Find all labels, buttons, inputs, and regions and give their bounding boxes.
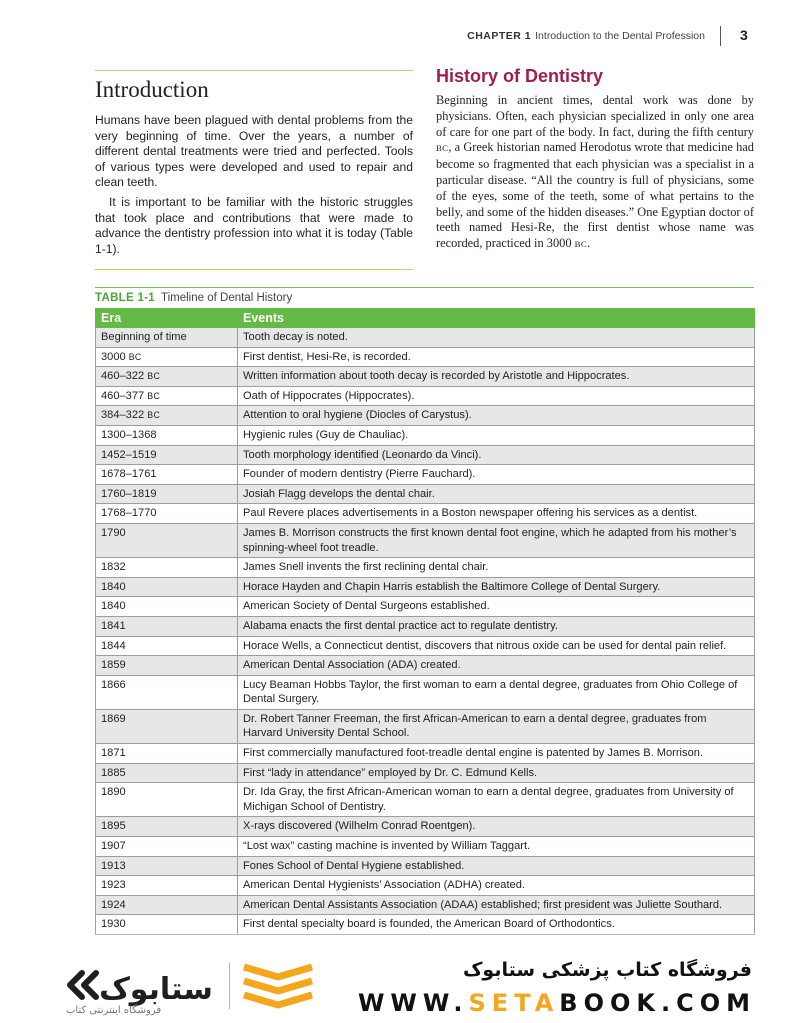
era-cell: 460–322 BC (96, 367, 238, 387)
intro-bottom-rule (95, 269, 413, 270)
table-label: TABLE 1-1 (95, 292, 155, 304)
event-cell: Paul Revere places advertisements in a Boston newspaper offering his services as a dentist. (238, 504, 755, 524)
table-row (96, 763, 755, 783)
era-cell: 1760–1819 (96, 484, 238, 504)
event-cell: American Society of Dental Surgeons established. (238, 597, 755, 617)
intro-paragraph-2: It is important to be familiar with the historic struggles that took place and contributions that were made to advance the dentistry profession into what it is today (Table 1-1). (95, 194, 413, 256)
table-row (96, 504, 755, 524)
chapter-heading (467, 30, 705, 42)
era-cell: 1859 (96, 656, 238, 676)
era-cell: 1300–1368 (96, 425, 238, 445)
era-cell: 1869 (96, 709, 238, 743)
table-row (96, 577, 755, 597)
era-cell: 1678–1761 (96, 465, 238, 485)
table-row (96, 386, 755, 406)
event-cell: James B. Morrison constructs the first known dental foot engine, which he adapted from his mother’s spinning-wheel foot treadle. (238, 523, 755, 557)
event-cell: Attention to oral hygiene (Diocles of Carystus). (238, 406, 755, 426)
store-subtitle: فروشگاه اینترنتی کتاب (66, 1005, 162, 1016)
era-cell: 460–377 BC (96, 386, 238, 406)
logo-text: ستابوک (99, 972, 213, 1007)
event-cell: Josiah Flagg develops the dental chair. (238, 484, 755, 504)
store-title: فروشگاه کتاب پزشکی ستابوک (462, 959, 752, 981)
table-row (96, 347, 755, 367)
timeline-table-section (95, 287, 754, 935)
event-cell: Dr. Ida Gray, the first African-American woman to earn a dental degree, graduates from University of Michigan School of Dentistry. (238, 783, 755, 817)
table-row (96, 744, 755, 764)
table-row (96, 709, 755, 743)
table-row (96, 675, 755, 709)
event-cell: Founder of modern dentistry (Pierre Fauchard). (238, 465, 755, 485)
event-cell: Oath of Hippocrates (Hippocrates). (238, 386, 755, 406)
era-cell: 1790 (96, 523, 238, 557)
era-cell: 1832 (96, 558, 238, 578)
era-cell: 1923 (96, 876, 238, 896)
era-cell: 1844 (96, 636, 238, 656)
table-row (96, 783, 755, 817)
table-row (96, 876, 755, 896)
table-top-rule (95, 287, 754, 288)
event-cell: First dental specialty board is founded, the American Board of Orthodontics. (238, 915, 755, 935)
event-cell: First commercially manufactured foot-treadle dental engine is patented by James B. Morrison. (238, 744, 755, 764)
chapter-label: CHAPTER 1 (467, 30, 532, 42)
history-section (436, 66, 754, 253)
era-cell: 3000 BC (96, 347, 238, 367)
table-caption (95, 292, 754, 304)
url-prefix: WWW. (357, 989, 469, 1017)
table-row (96, 406, 755, 426)
table-row (96, 445, 755, 465)
running-header (0, 26, 800, 48)
table-row (96, 558, 755, 578)
table-row (96, 328, 755, 348)
table-row (96, 837, 755, 857)
event-cell: Horace Hayden and Chapin Harris establish the Baltimore College of Dental Surgery. (238, 577, 755, 597)
era-cell: 1866 (96, 675, 238, 709)
era-cell: 1871 (96, 744, 238, 764)
event-cell: Fones School of Dental Hygiene established. (238, 856, 755, 876)
table-row (96, 484, 755, 504)
table-row (96, 465, 755, 485)
event-cell: American Dental Hygienists’ Association (ADHA) created. (238, 876, 755, 896)
event-cell: American Dental Assistants Association (ADAA) established; first president was Juliette Southard. (238, 895, 755, 915)
intro-paragraph-1: Humans have been plagued with dental problems from the very beginning of time. Over the years, a number of different dental treatments were tried and perfected. Tools of various types were developed and used to repair and clean teeth. (95, 113, 413, 190)
url-accent: SETA (468, 989, 560, 1017)
event-cell: Lucy Beaman Hobbs Taylor, the first woman to earn a dental degree, graduates from Ohio College of Dental Surgery. (238, 675, 755, 709)
intro-top-rule (95, 70, 413, 71)
column-header-era: Era (96, 309, 238, 328)
stacked-chevrons-icon (240, 963, 316, 1011)
era-cell: 1885 (96, 763, 238, 783)
table-row (96, 856, 755, 876)
watermark-band (0, 941, 800, 1023)
era-cell: 1913 (96, 856, 238, 876)
introduction-box (95, 70, 413, 270)
event-cell: James Snell invents the first reclining dental chair. (238, 558, 755, 578)
timeline-table (95, 308, 755, 935)
event-cell: Alabama enacts the first dental practice act to regulate dentistry. (238, 616, 755, 636)
table-row (96, 523, 755, 557)
table-row (96, 636, 755, 656)
history-heading: History of Dentistry (436, 66, 604, 86)
era-cell: 1768–1770 (96, 504, 238, 524)
era-cell: 384–322 BC (96, 406, 238, 426)
event-cell: American Dental Association (ADA) created. (238, 656, 755, 676)
era-cell: 1907 (96, 837, 238, 857)
table-header-row (96, 309, 755, 328)
era-cell: 1895 (96, 817, 238, 837)
event-cell: Tooth morphology identified (Leonardo da Vinci). (238, 445, 755, 465)
table-row (96, 895, 755, 915)
table-title: Timeline of Dental History (161, 292, 293, 304)
event-cell: Tooth decay is noted. (238, 328, 755, 348)
page-number: 3 (740, 27, 748, 43)
era-cell: 1452–1519 (96, 445, 238, 465)
era-cell: 1930 (96, 915, 238, 935)
event-cell: Written information about tooth decay is recorded by Aristotle and Hippocrates. (238, 367, 755, 387)
column-header-events: Events (238, 309, 755, 328)
era-cell: 1840 (96, 577, 238, 597)
table-row (96, 597, 755, 617)
era-cell: 1841 (96, 616, 238, 636)
era-cell: 1924 (96, 895, 238, 915)
event-cell: Horace Wells, a Connecticut dentist, discovers that nitrous oxide can be used for dental pain relief. (238, 636, 755, 656)
table-row (96, 817, 755, 837)
event-cell: X-rays discovered (Wilhelm Conrad Roentgen). (238, 817, 755, 837)
url-suffix: BOOK.COM (559, 989, 756, 1017)
event-cell: First “lady in attendance” employed by Dr. C. Edmund Kells. (238, 763, 755, 783)
event-cell: First dentist, Hesi-Re, is recorded. (238, 347, 755, 367)
table-body (96, 328, 755, 935)
store-url (358, 989, 756, 1017)
table-row (96, 367, 755, 387)
header-divider (720, 26, 721, 46)
era-cell: Beginning of time (96, 328, 238, 348)
band-fade (0, 931, 800, 943)
era-cell: 1840 (96, 597, 238, 617)
chapter-title: Introduction to the Dental Profession (535, 30, 705, 42)
event-cell: “Lost wax” casting machine is invented by William Taggart. (238, 837, 755, 857)
event-cell: Dr. Robert Tanner Freeman, the first African-American to earn a dental degree, graduates from Harvard University Dental School. (238, 709, 755, 743)
logo-separator (229, 963, 230, 1009)
event-cell: Hygienic rules (Guy de Chauliac). (238, 425, 755, 445)
table-row (96, 425, 755, 445)
table-row (96, 656, 755, 676)
table-row (96, 616, 755, 636)
era-cell: 1890 (96, 783, 238, 817)
history-paragraph: Beginning in ancient times, dental work was done by physicians. Often, each physician specialized in only one area of care for one part of the body. In fact, during the fifth century BC, a Greek historian named Herodotus wrote that medicine had become so fragmented that each physician was a specialist in a particular disease. “All the country is full of physicians, some of the eyes, some of the teeth, some of what pertains to the belly, and some of the hidden diseases.” One Egyptian doctor of teeth named Hesi-Re, the first dentist whose name was recorded, practiced in 3000 BC. (436, 93, 754, 251)
intro-heading: Introduction (95, 77, 209, 102)
